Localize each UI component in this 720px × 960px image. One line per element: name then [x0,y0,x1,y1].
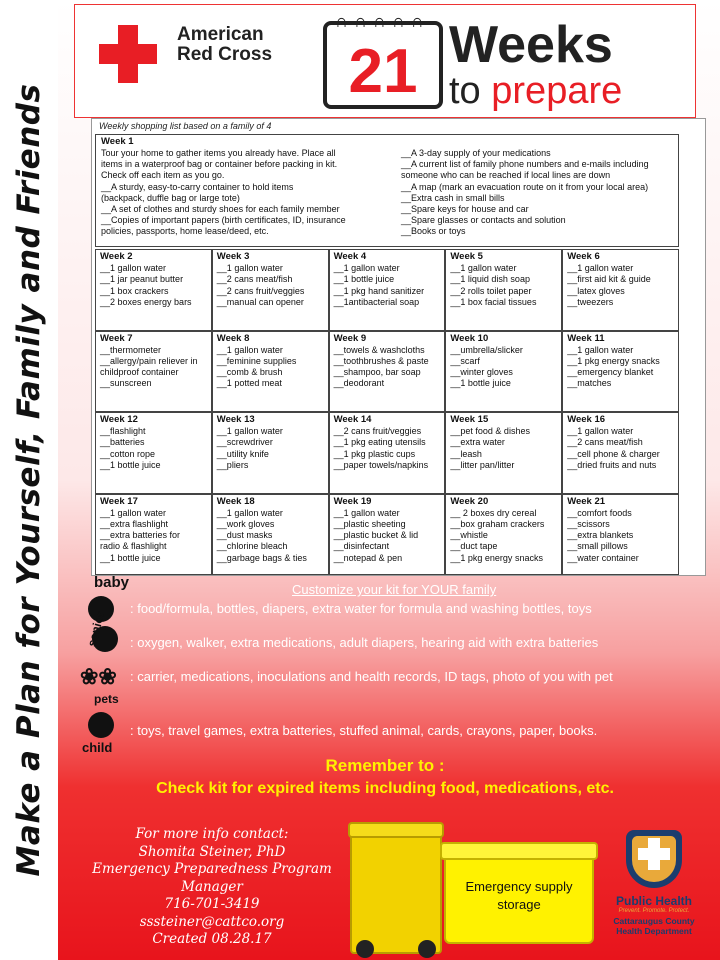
week-1-left-column [101,148,391,238]
week-10-cell [445,331,562,413]
contact-email: sssteiner@cattco.org [139,913,285,930]
checklist-item: __1 gallon water [100,507,167,518]
pets-label: pets [94,692,119,706]
checklist-item: __work gloves [216,518,275,529]
checklist-item: __1 pkg energy snacks [567,355,660,366]
checklist-item: __1 potted meat [216,378,282,389]
checklist-item: __duct tape [450,541,498,552]
week-7-title: Week 7 [100,332,133,344]
checklist-item: __water container [567,552,639,563]
checklist-item: __plastic sheeting [333,518,406,529]
checklist-item: __2 rolls toilet paper [450,285,532,296]
child-icon [88,712,114,738]
prepare-word: prepare [491,70,623,112]
week-7-cell [95,331,212,413]
checklist-item: __1 gallon water [216,344,283,355]
week-19-title: Week 19 [333,495,372,507]
checklist-item: __dust masks [216,530,273,541]
checklist-item: __1 gallon water [100,263,167,273]
week-15-cell [445,412,562,494]
red-cross-name [177,25,272,65]
department-line2: Health Department [616,926,692,936]
week-6-cell [562,249,679,331]
checklist-item: __1 gallon water [567,344,634,355]
calendar-rings: ∩∩∩∩∩ [335,11,430,31]
checklist-item: __latex gloves [567,285,625,296]
checklist-item: __litter pan/litter [450,459,515,470]
checklist-item: __1 box facial tissues [450,296,537,307]
checklist-item: __comb & brush [216,367,283,378]
week-15-title: Week 15 [450,414,489,425]
checklist-item: __utility knife [216,448,269,459]
baby-label: baby [94,574,130,591]
checklist-item: __1 bottle juice [450,378,511,389]
checklist-item: __batteries [100,437,145,448]
checklist-item: __2 cans fruit/veggies [333,426,422,436]
public-health-tagline: Prevent. Promote. Protect. [618,908,690,914]
week-9-cell [329,331,446,413]
week-13-cell [212,412,329,494]
yellow-bin-image [350,826,442,954]
checklist-item: __flashlight [100,426,146,436]
checklist-item: childproof container [100,367,179,378]
week-14-cell [329,412,446,494]
week-grid [95,249,679,575]
week-1-box [95,134,679,247]
org-line1: American [177,24,264,45]
checklist-item: __1 gallon water [567,426,634,436]
checklist-item: __leash [450,448,482,459]
checklist-item: __sunscreen [100,378,152,389]
contact-line4: Manager [181,878,243,895]
shopping-list [91,118,706,576]
checklist-item: __manual can opener [216,296,304,307]
checklist-item: __2 boxes energy bars [100,296,192,307]
checklist-item: __1 pkg energy snacks [450,552,543,563]
calendar-icon [323,11,443,109]
checklist-item: __matches [567,378,612,389]
week-3-cell [212,249,329,331]
contact-line3: Emergency Preparedness Program [92,861,332,877]
week-21-cell [562,494,679,576]
created-date: Created 08.28.17 [152,931,272,947]
checklist-item: __umbrella/slicker [450,344,523,355]
contact-line1: For more info contact: [135,826,289,842]
checklist-item: __notepad & pen [333,552,403,563]
paw-icon: ❀❀ [80,664,117,689]
week-13-title: Week 13 [216,414,255,425]
checklist-item: __towels & washcloths [333,344,425,355]
checklist-item: __scissors [567,518,610,529]
week-17-title: Week 17 [100,495,138,507]
week-12-title: Week 12 [100,414,138,425]
side-banner-text: Make a Plan for Yourself, Family and Friends [11,83,47,877]
week-1-right-column [401,148,679,238]
checklist-item: __extra flashlight [100,518,169,529]
checklist-item: __1 bottle juice [100,459,161,470]
week-1-line: Check off each item as you go. [101,170,225,181]
week-11-title: Week 11 [567,332,605,344]
department-line1: Cattaraugus County [613,916,695,926]
week-18-title: Week 18 [216,495,255,507]
week-8-title: Week 8 [216,332,250,344]
checklist-item: __1 gallon water [216,263,283,273]
checklist-item: __disinfectant [333,541,390,552]
week-18-cell [212,494,329,576]
checklist-item: radio & flashlight [100,541,167,552]
week-20-cell [445,494,562,576]
checklist-item: __box graham crackers [450,518,545,529]
week-3-title: Week 3 [216,251,250,262]
contact-info [62,826,362,949]
week-4-cell [329,249,446,331]
checklist-item: __2 cans meat/fish [567,437,643,448]
checklist-item: __garbage bags & ties [216,552,307,563]
checklist-item: __1 pkg plastic cups [333,448,416,459]
senior-text: : oxygen, walker, extra medications, adult diapers, hearing aid with extra batteries [130,635,599,650]
calendar-number: 21 [348,37,418,106]
week-1-line: __A sturdy, easy-to-carry container to hold items [101,181,294,192]
org-line2: Red Cross [177,44,273,65]
checklist-item: __1 liquid dish soap [450,274,530,285]
week-11-cell [562,331,679,413]
checklist-item: __1 box crackers [100,285,169,296]
checklist-item: __pet food & dishes [450,426,530,436]
checklist-item: __extra blankets [567,530,634,541]
checklist-item: __extra water [450,437,505,448]
checklist-item: __2 cans meat/fish [216,274,293,285]
week-1-line: __Books or toys [401,226,466,237]
checklist-item: __1 gallon water [450,263,517,273]
checklist-item: __small pillows [567,541,628,552]
tote-label: Emergency supply storage [465,879,573,912]
week-20-title: Week 20 [450,495,489,507]
week-1-line: __Spare glasses or contacts and solution [401,215,566,226]
week-1-line: (backpack, duffle bag or large tote) [101,192,240,203]
week-1-line: __A set of clothes and sturdy shoes for each family member [101,204,340,215]
checklist-item: __1 bottle juice [333,274,395,285]
checklist-item: __paper towels/napkins [333,459,429,470]
week-16-cell [562,412,679,494]
checklist-item: __scarf [450,355,480,366]
checklist-item: __extra batteries for [100,530,181,541]
week-1-line: __Copies of important papers (birth certificates, ID, insurance [101,215,346,226]
checklist-item: __pliers [216,459,249,470]
remember-text: Check kit for expired items including food, medications, etc. [156,780,614,797]
week-2-title: Week 2 [100,251,133,262]
week-6-title: Week 6 [567,251,600,262]
week-5-cell [445,249,562,331]
checklist-item: __comfort foods [567,507,632,518]
customize-title: Customize your kit for YOUR family [292,582,497,597]
checklist-item: __1antibacterial soap [333,296,420,307]
week-10-title: Week 10 [450,332,489,344]
checklist-item: __1 gallon water [567,263,634,273]
checklist-item: __2 cans fruit/veggies [216,285,305,296]
shield-icon [626,830,682,888]
checklist-item: __plastic bucket & lid [333,530,419,541]
week-1-line: __A current list of family phone numbers and e-mails including [401,159,649,170]
checklist-item: __dried fruits and nuts [567,459,657,470]
red-cross-icon [99,25,157,83]
checklist-item: __tweezers [567,296,614,307]
week-2-cell [95,249,212,331]
week-1-line: __Extra cash in small bills [401,192,505,203]
checklist-item: __1 gallon water [333,263,400,273]
checklist-item: __cell phone & charger [567,448,660,459]
checklist-item: __1 gallon water [216,426,283,436]
side-banner [0,0,58,960]
public-health-logo [600,830,708,936]
week-17-cell [95,494,212,576]
child-label: child [82,740,113,755]
week-1-line: someone who can be reached if local lines are down [401,170,611,181]
remember-title: Remember to : [325,756,445,775]
checklist-item: __deodorant [333,378,385,389]
week-21-title: Week 21 [567,495,606,507]
week-1-line: policies, passports, home lease/deed, etc. [101,226,269,237]
weeks-title: Weeks [449,16,613,74]
checklist-item: __1 jar peanut butter [100,274,184,285]
checklist-item: __1 pkg eating utensils [333,437,426,448]
contact-line2: Shomita Steiner, PhD [138,843,286,860]
checklist-item: __toothbrushes & paste [333,355,429,366]
checklist-item: __emergency blanket [567,367,654,378]
week-9-title: Week 9 [333,332,367,344]
checklist-item: __thermometer [100,344,162,355]
checklist-item: __shampoo, bar soap [333,367,421,378]
senior-label: senior [84,609,108,649]
storage-tote-image [444,848,594,944]
week-8-cell [212,331,329,413]
week-1-line: __A map (mark an evacuation route on it from your local area) [401,181,649,192]
contact-phone: 716-701-3419 [164,896,260,912]
week-1-title: Week 1 [101,136,134,147]
header [74,4,696,118]
public-health-name: Public Health [615,894,692,908]
to-word: to [449,70,481,112]
week-1-line: items in a waterproof bag or container before packing in kit. [101,159,338,170]
list-subtitle: Weekly shopping list based on a family of 4 [99,121,272,131]
checklist-item: __allergy/pain reliever in [100,355,198,366]
week-19-cell [329,494,446,576]
week-12-cell [95,412,212,494]
week-1-line: __Spare keys for house and car [401,204,529,215]
checklist-item: __chlorine bleach [216,541,288,552]
checklist-item: __feminine supplies [216,355,297,366]
checklist-item: __screwdriver [216,437,273,448]
checklist-item: __1 gallon water [216,507,283,518]
week-4-title: Week 4 [333,251,367,262]
checklist-item: __1 gallon water [333,507,400,518]
checklist-item: __whistle [450,530,488,541]
week-5-title: Week 5 [450,251,483,262]
checklist-item: __first aid kit & guide [567,274,651,285]
week-16-title: Week 16 [567,414,606,425]
checklist-item: __ 2 boxes dry cereal [450,507,537,518]
checklist-item: __winter gloves [450,367,513,378]
week-1-line: __A 3-day supply of your medications [401,148,551,158]
week-1-line: Tour your home to gather items you already have. Place all [101,148,336,158]
to-prepare-title [449,71,622,111]
pets-text: : carrier, medications, inoculations and health records, ID tags, photo of you with pet [130,669,613,684]
checklist-item: __1 bottle juice [100,552,161,563]
child-text: : toys, travel games, extra batteries, stuffed animal, cards, crayons, paper, books. [130,723,598,738]
baby-text: : food/formula, bottles, diapers, extra water for formula and washing bottles, toys [130,601,592,616]
week-14-title: Week 14 [333,414,372,425]
checklist-item: __cotton rope [100,448,156,459]
checklist-item: __1 pkg hand sanitizer [333,285,425,296]
